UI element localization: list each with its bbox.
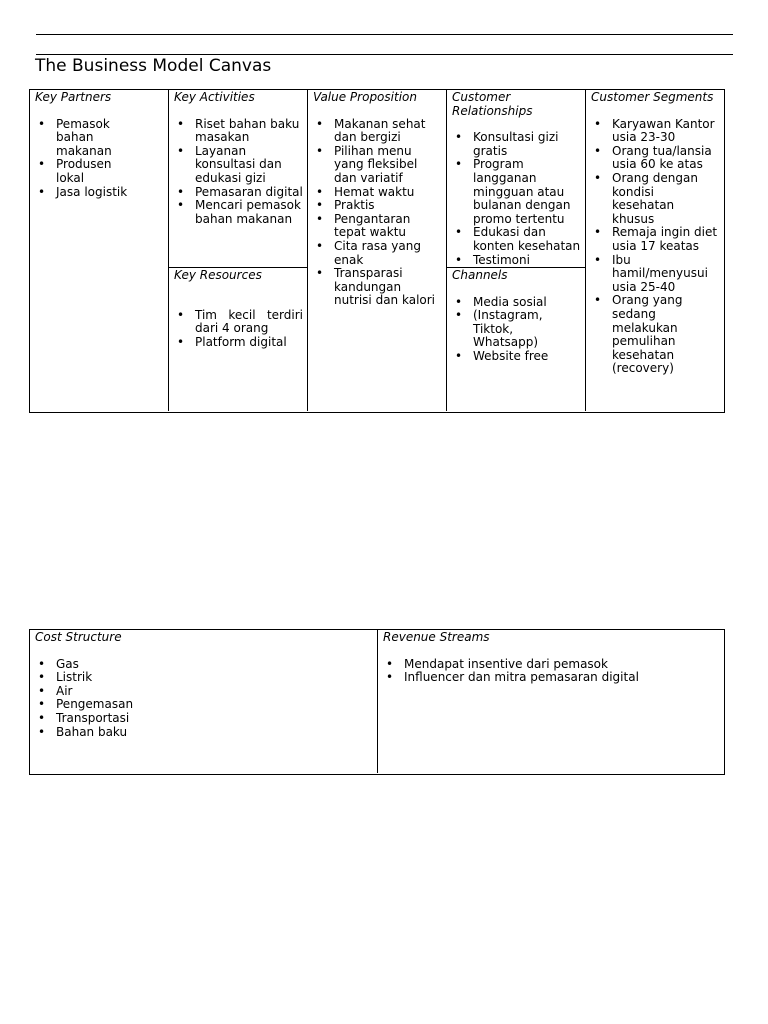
list-item: • Listrik <box>35 671 373 685</box>
list-item: • Tim kecil terdiri dari 4 orang <box>174 309 303 336</box>
key-partners-list <box>35 118 135 200</box>
page-title: The Business Model Canvas <box>35 56 272 76</box>
list-item: • Orang dengan kondisi kesehatan khusus <box>591 172 719 226</box>
key-activities-title: Key Activities <box>174 90 255 104</box>
list-item: • Pengantaran tepat waktu <box>313 213 442 240</box>
list-item: • Gas <box>35 658 373 672</box>
list-item: • Transparasi kandungan nutrisi dan kalori <box>313 267 442 308</box>
list-item: • Pemasok bahan makanan <box>35 118 135 159</box>
revenue-streams-cell <box>378 630 723 773</box>
customer-segments-list <box>591 118 719 376</box>
list-item: • (Instagram, Tiktok, Whatsapp) <box>452 309 581 350</box>
list-item: • Testimoni <box>452 254 581 268</box>
canvas-lower-grid <box>29 629 725 775</box>
list-item: • Pemasaran digital <box>174 186 303 200</box>
list-item: • Ibu hamil/menyusui usia 25-40 <box>591 254 719 295</box>
customer-relationships-list <box>452 131 581 267</box>
list-item: • Hemat waktu <box>313 186 442 200</box>
customer-relationships-title: Customer Relationships <box>452 90 533 118</box>
list-item: • Mencari pemasok bahan makanan <box>174 199 303 226</box>
list-item: • Platform digital <box>174 336 303 350</box>
key-activities-list <box>174 118 303 227</box>
channels-cell <box>447 268 586 411</box>
list-item: • Edukasi dan konten kesehatan <box>452 226 581 253</box>
revenue-streams-title: Revenue Streams <box>383 630 490 644</box>
key-resources-cell <box>169 268 308 411</box>
list-item: • Produsen lokal <box>35 158 135 185</box>
list-item: • Orang tua/lansia usia 60 ke atas <box>591 145 719 172</box>
list-item: • Website free <box>452 350 581 364</box>
customer-segments-title: Customer Segments <box>591 90 714 104</box>
channels-list <box>452 296 581 364</box>
cost-structure-cell <box>30 630 378 773</box>
list-item: • Makanan sehat dan bergizi <box>313 118 442 145</box>
list-item: • Praktis <box>313 199 442 213</box>
list-item: • Layanan konsultasi dan edukasi gizi <box>174 145 303 186</box>
cost-structure-title: Cost Structure <box>35 630 122 644</box>
cost-structure-list <box>35 658 373 740</box>
key-resources-title: Key Resources <box>174 268 262 282</box>
revenue-streams-list <box>383 658 719 685</box>
list-item: • Jasa logistik <box>35 186 135 200</box>
header-rule-top <box>36 34 733 35</box>
customer-segments-cell <box>586 90 723 411</box>
list-item: • Program langganan mingguan atau bulanan dengan promo tertentu <box>452 158 581 226</box>
list-item: • Pengemasan <box>35 698 373 712</box>
value-proposition-title: Value Proposition <box>313 90 417 104</box>
list-item: • Transportasi <box>35 712 373 726</box>
channels-title: Channels <box>452 268 508 282</box>
list-item: • Air <box>35 685 373 699</box>
key-partners-cell <box>30 90 169 411</box>
list-item: • Mendapat insentive dari pemasok <box>383 658 719 672</box>
list-item: • Cita rasa yang enak <box>313 240 442 267</box>
list-item: • Remaja ingin diet usia 17 keatas <box>591 226 719 253</box>
canvas-upper-grid <box>29 89 725 413</box>
list-item: • Bahan baku <box>35 726 373 740</box>
list-item: • Konsultasi gizi gratis <box>452 131 581 158</box>
list-item: • Riset bahan baku masakan <box>174 118 303 145</box>
key-partners-title: Key Partners <box>35 90 112 104</box>
list-item: • Media sosial <box>452 296 581 310</box>
list-item: • Orang yang sedang melakukan pemulihan kesehatan (recovery) <box>591 294 719 376</box>
list-item: • Pilihan menu yang fleksibel dan variatif <box>313 145 442 186</box>
customer-relationships-cell <box>447 90 586 268</box>
value-proposition-list <box>313 118 442 308</box>
list-item: • Influencer dan mitra pemasaran digital <box>383 671 719 685</box>
key-resources-list <box>174 309 303 350</box>
value-proposition-cell <box>308 90 447 411</box>
key-activities-cell <box>169 90 308 268</box>
list-item: • Karyawan Kantor usia 23-30 <box>591 118 719 145</box>
